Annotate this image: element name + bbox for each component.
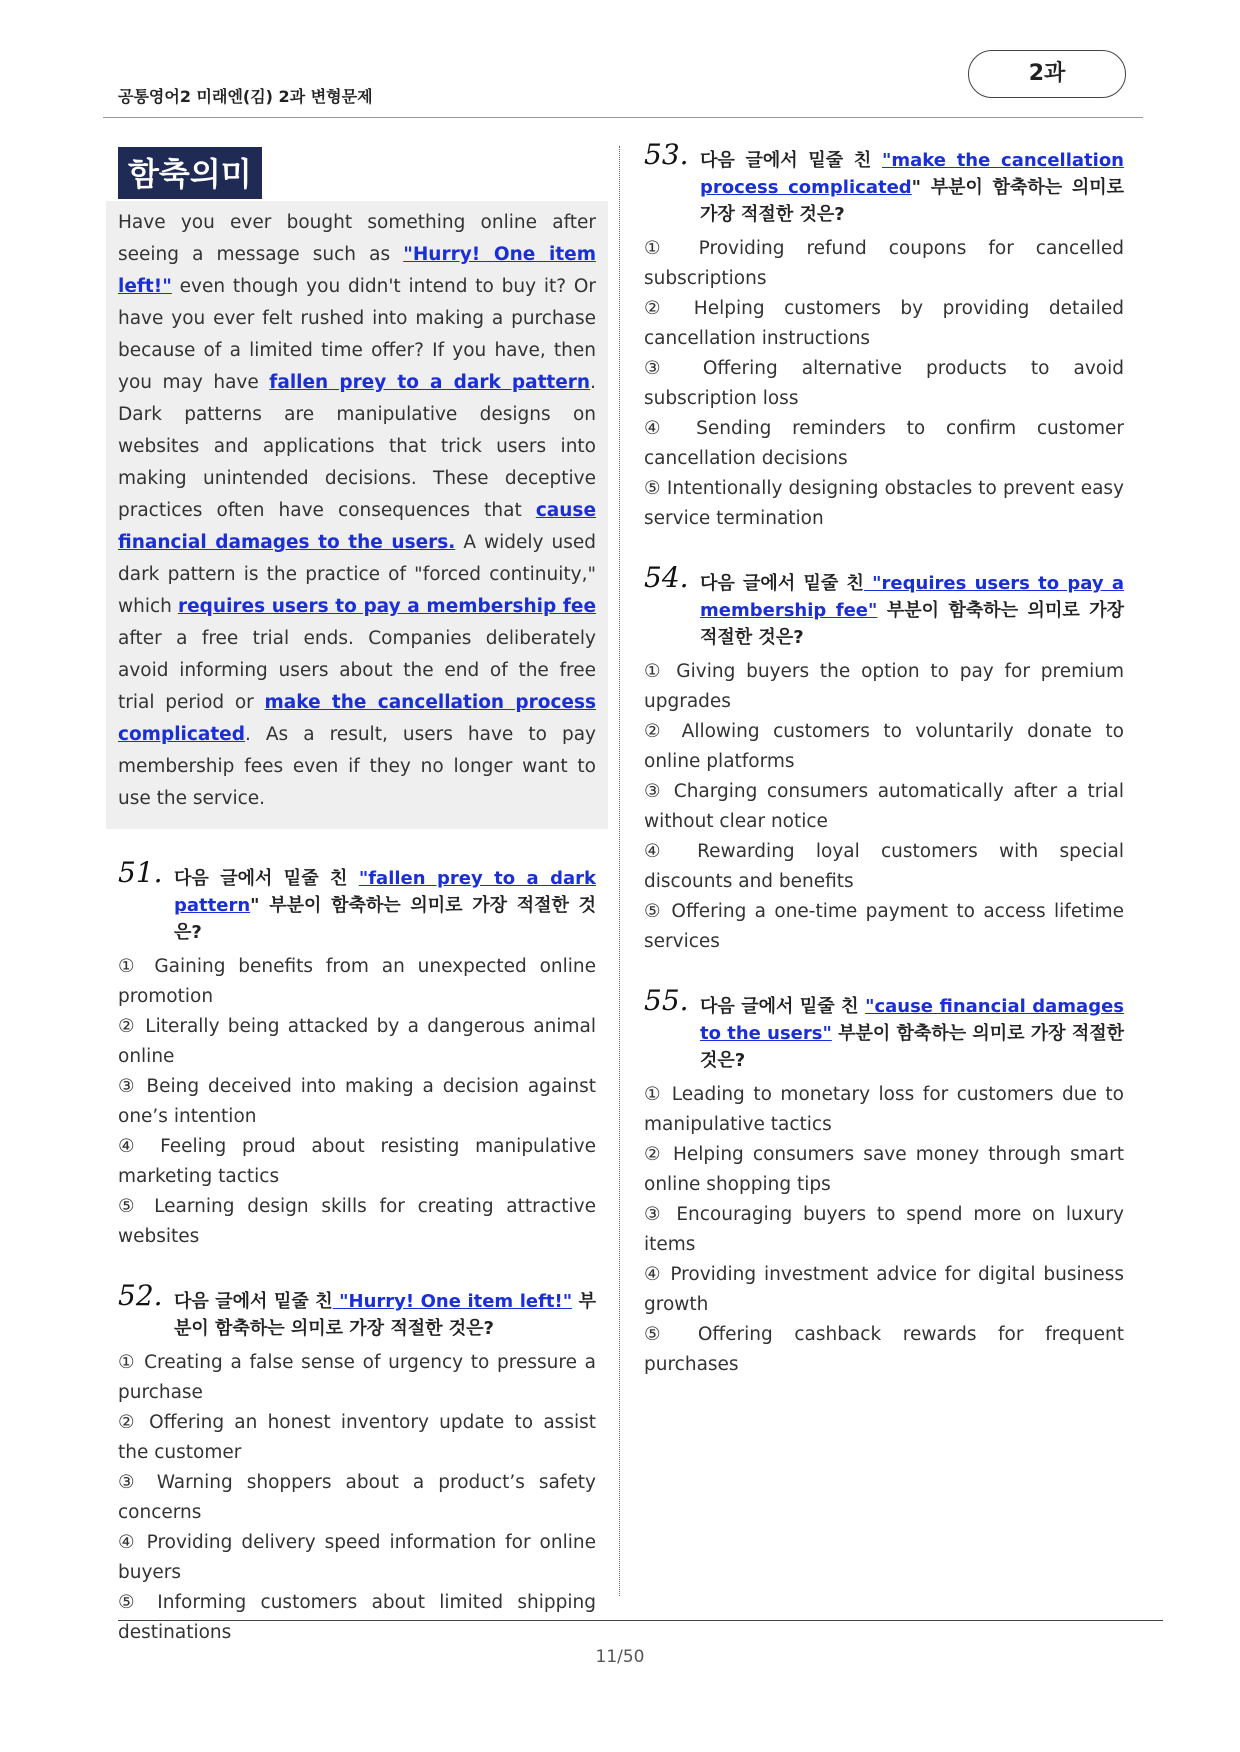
answer-option[interactable]: ① Giving buyers the option to pay for premium upgrades xyxy=(644,661,1124,712)
passage-text: Have you ever bought something online after seeing a message such as xyxy=(118,212,596,265)
question-53-stem xyxy=(644,138,1124,228)
answer-option[interactable]: ④ Feeling proud about resisting manipulative marketing tactics xyxy=(118,1136,596,1187)
answer-option[interactable]: ④ Sending reminders to confirm customer cancellation decisions xyxy=(644,418,1124,469)
lesson-badge: 2과 xyxy=(968,50,1126,98)
answer-option[interactable]: ③ Charging consumers automatically after a trial without clear notice xyxy=(644,781,1124,832)
section-tag: 함축의미 xyxy=(118,147,262,199)
question-54 xyxy=(644,561,1125,957)
answer-option[interactable]: ① Leading to monetary loss for customers due to manipulative tactics xyxy=(644,1084,1124,1135)
question-number: 51. xyxy=(118,856,163,889)
question-51-stem xyxy=(118,856,596,946)
question-quote: "requires users to pay a membership fee" xyxy=(700,573,1125,621)
answer-option[interactable]: ⑤ Offering a one-time payment to access lifetime services xyxy=(644,901,1124,952)
passage-underline-fallen-prey: fallen prey to a dark pattern xyxy=(269,372,591,393)
answer-option[interactable]: ③ Warning shoppers about a product’s safety concerns xyxy=(118,1472,596,1523)
answer-option[interactable]: ② Helping customers by providing detailed cancellation instructions xyxy=(644,298,1124,349)
answer-option[interactable]: ③ Offering alternative products to avoid subscription loss xyxy=(644,358,1124,409)
passage-underline-financial-damages: cause financial damages to the users. xyxy=(118,500,596,553)
passage-underline-cancellation: make the cancellation process complicated xyxy=(118,692,596,745)
passage-underline-membership-fee: requires users to pay a membership fee xyxy=(177,596,596,617)
question-quote: "make the cancellation process complicated xyxy=(700,150,1124,198)
page-number: 11/50 xyxy=(595,1647,645,1667)
footer-divider xyxy=(118,1620,1163,1621)
question-stem-text: 다음 글에서 밑줄 친 xyxy=(700,150,882,171)
question-quote: "fallen prey to a dark pattern xyxy=(174,868,596,916)
left-column xyxy=(118,147,596,1648)
question-stem-text: 다음 글에서 밑줄 친 xyxy=(174,868,359,889)
question-55 xyxy=(644,984,1125,1380)
answer-option[interactable]: ④ Providing investment advice for digital business growth xyxy=(644,1264,1124,1315)
answer-option[interactable]: ⑤ Offering cashback rewards for frequent purchases xyxy=(644,1324,1124,1375)
question-number: 53. xyxy=(644,138,689,171)
answer-option[interactable]: ③ Being deceived into making a decision against one’s intention xyxy=(118,1076,596,1127)
question-53 xyxy=(644,138,1124,534)
question-52 xyxy=(118,1279,597,1648)
answer-option[interactable]: ④ Rewarding loyal customers with special discounts and benefits xyxy=(644,841,1124,892)
question-51 xyxy=(118,856,596,1252)
question-55-stem xyxy=(644,984,1125,1074)
passage-text: A widely used dark pattern is the practice of "forced continuity," which xyxy=(118,532,596,617)
reading-passage xyxy=(106,201,608,829)
header-divider xyxy=(103,117,1143,118)
answer-option[interactable]: ③ Encouraging buyers to spend more on luxury items xyxy=(644,1204,1124,1255)
right-column xyxy=(644,138,1125,1380)
answer-option[interactable]: ① Gaining benefits from an unexpected online promotion xyxy=(118,956,596,1007)
passage-text: after a free trial ends. Companies deliberately avoid informing users about the end of the free trial period or xyxy=(118,628,596,713)
answer-option[interactable]: ⑤ Intentionally designing obstacles to prevent easy service termination xyxy=(644,478,1124,529)
question-stem-text: 부분이 함축하는 의미로 가장 적절한 것은? xyxy=(174,1291,597,1339)
question-stem-text: 부분이 함축하는 의미로 가장 적절한 것은? xyxy=(700,1023,1124,1071)
passage-underline-hurry: "Hurry! One item left!" xyxy=(118,244,596,297)
question-stem-text: 다음 글에서 밑줄 친 xyxy=(700,573,864,594)
question-stem-text: 다음 글에서 밑줄 친 xyxy=(174,1291,333,1312)
answer-option[interactable]: ① Creating a false sense of urgency to pressure a purchase xyxy=(118,1352,596,1403)
question-52-stem xyxy=(118,1279,597,1342)
answer-option[interactable]: ② Literally being attacked by a dangerous animal online xyxy=(118,1016,596,1067)
answer-option[interactable]: ⑤ Learning design skills for creating attractive websites xyxy=(118,1196,596,1247)
document-header-title: 공통영어2 미래엔(김) 2과 변형문제 xyxy=(118,87,373,106)
question-number: 54. xyxy=(644,561,689,594)
passage-text: even though you didn't intend to buy it? Or have you ever felt rushed into making a purchase because of a limited time offer? If you have, then you may have xyxy=(118,276,596,393)
answer-option[interactable]: ② Allowing customers to voluntarily donate to online platforms xyxy=(644,721,1124,772)
question-stem-text: " 부분이 함축하는 의미로 가장 적절한 것은? xyxy=(174,895,596,943)
column-divider xyxy=(619,146,620,1596)
question-54-stem xyxy=(644,561,1125,651)
question-number: 52. xyxy=(118,1279,163,1312)
question-stem-text: 다음 글에서 밑줄 친 xyxy=(700,996,866,1017)
question-quote: "cause financial damages to the users" xyxy=(700,996,1125,1044)
answer-option[interactable]: ② Helping consumers save money through smart online shopping tips xyxy=(644,1144,1124,1195)
answer-option[interactable]: ① Providing refund coupons for cancelled subscriptions xyxy=(644,238,1124,289)
answer-option[interactable]: ⑤ Informing customers about limited shipping destinations xyxy=(118,1592,596,1643)
answer-option[interactable]: ② Offering an honest inventory update to assist the customer xyxy=(118,1412,596,1463)
question-quote: "Hurry! One item left!" xyxy=(332,1291,573,1312)
question-stem-text: 부분이 함축하는 의미로 가장 적절한 것은? xyxy=(700,600,1124,648)
answer-option[interactable]: ④ Providing delivery speed information for online buyers xyxy=(118,1532,596,1583)
passage-text: . Dark patterns are manipulative designs on websites and applications that trick users into making unintended decisions. These deceptive practices often have consequences that xyxy=(118,372,596,521)
question-number: 55. xyxy=(644,984,689,1017)
question-stem-text: " 부분이 함축하는 의미로 가장 적절한 것은? xyxy=(700,177,1124,225)
passage-text: . As a result, users have to pay membership fees even if they no longer want to use the service. xyxy=(118,724,596,809)
